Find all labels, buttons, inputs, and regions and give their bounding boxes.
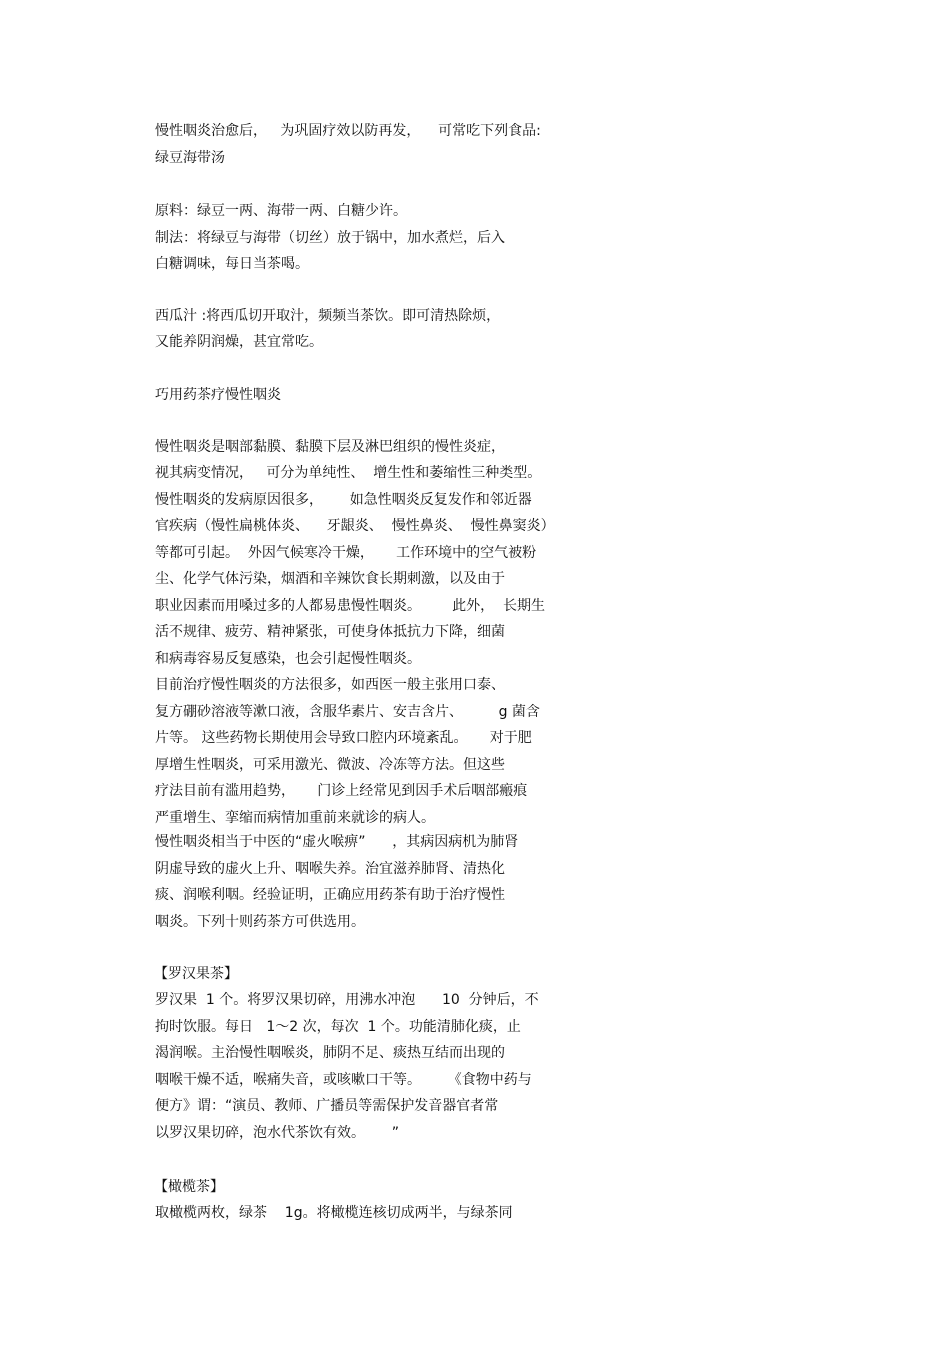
section-heading: 巧用药茶疗慢性咽炎	[155, 387, 281, 403]
text-line: 和病毒容易反复感染，也会引起慢性咽炎。	[155, 651, 421, 667]
recipe-heading: 【橄榄茶】	[154, 1179, 224, 1195]
text-line: 咽炎。下列十则药茶方可供选用。	[155, 914, 365, 930]
text-line: 渴润喉。主治慢性咽喉炎，肺阴不足、痰热互结而出现的	[155, 1045, 505, 1061]
text-line: 尘、化学气体污染，烟酒和辛辣饮食长期刺激，以及由于	[155, 571, 505, 587]
text-line: 慢性咽炎的发病原因很多， 如急性咽炎反复发作和邻近器	[155, 492, 532, 508]
text-line: 又能养阴润燥，甚宜常吃。	[155, 334, 323, 350]
text-line: 厚增生性咽炎，可采用激光、微波、冷冻等方法。但这些	[155, 757, 505, 773]
text-line: 白糖调味，每日当茶喝。	[155, 256, 309, 272]
text-line: 疗法目前有滥用趋势， 门诊上经常见到因手术后咽部瘢痕	[155, 783, 528, 799]
text-line: 阴虚导致的虚火上升、咽喉失养。治宜滋养肺肾、清热化	[155, 861, 505, 877]
text-line: 制法：将绿豆与海带（切丝）放于锅中，加水煮烂，后入	[155, 230, 505, 246]
text-line: 片等。 这些药物长期使用会导致口腔内环境紊乱。 对于肥	[155, 730, 532, 746]
text-line: 慢性咽炎治愈后， 为巩固疗效以防再发， 可常吃下列食品:	[155, 123, 541, 139]
text-line: 活不规律、疲劳、精神紧张，可使身体抵抗力下降，细菌	[155, 624, 505, 640]
text-line: 西瓜汁 :将西瓜切开取汁，频频当茶饮。即可清热除烦，	[155, 308, 501, 324]
text-line: 咽喉干燥不适，喉痛失音，或咳嗽口干等。 《食物中药与	[155, 1072, 532, 1088]
text-line: 慢性咽炎相当于中医的“虚火喉痹” ，其病因病机为肺肾	[155, 834, 519, 850]
text-line: 复方硼砂溶液等漱口液，含服华素片、安吉含片、 g 菌含	[155, 704, 540, 720]
text-line: 职业因素而用嗓过多的人都易患慢性咽炎。 此外， 长期生	[155, 598, 546, 614]
text-line: 视其病变情况， 可分为单纯性、 增生性和萎缩性三种类型。	[155, 465, 542, 481]
text-line: 罗汉果 1 个。将罗汉果切碎，用沸水冲泡 10 分钟后，不	[155, 992, 539, 1008]
text-line: 便方》谓：“演员、教师、广播员等需保护发音器官者常	[155, 1098, 499, 1114]
text-line: 取橄榄两枚，绿茶 1g。将橄榄连核切成两半，与绿茶同	[155, 1205, 513, 1221]
text-line: 痰、润喉利咽。经验证明，正确应用药茶有助于治疗慢性	[155, 887, 505, 903]
text-line: 等都可引起。 外因气候寒冷干燥， 工作环境中的空气被粉	[155, 545, 537, 561]
text-line: 原料：绿豆一两、海带一两、白糖少许。	[155, 203, 407, 219]
text-line: 目前治疗慢性咽炎的方法很多，如西医一般主张用口泰、	[155, 677, 505, 693]
text-line: 拘时饮服。每日 1～2 次，每次 1 个。功能清肺化痰，止	[155, 1019, 521, 1035]
text-line: 官疾病（慢性扁桃体炎、 牙龈炎、 慢性鼻炎、 慢性鼻窦炎）	[155, 518, 555, 534]
recipe-heading: 【罗汉果茶】	[154, 966, 238, 982]
text-line: 以罗汉果切碎，泡水代茶饮有效。 ”	[155, 1125, 399, 1141]
recipe-title: 绿豆海带汤	[155, 150, 225, 166]
text-line: 慢性咽炎是咽部黏膜、黏膜下层及淋巴组织的慢性炎症，	[155, 439, 505, 455]
text-line: 严重增生、挛缩而病情加重前来就诊的病人。	[155, 810, 435, 826]
